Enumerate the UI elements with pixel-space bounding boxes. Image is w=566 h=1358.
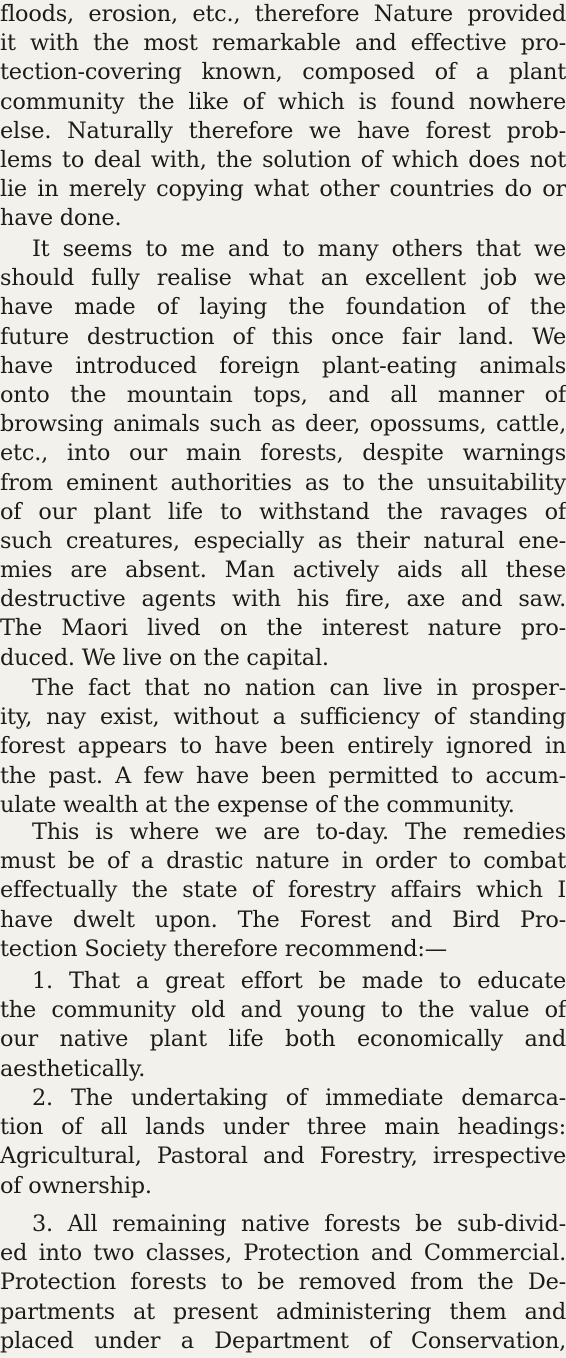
text-line: duced. We live on the capital. (0, 644, 329, 671)
text-line: have made of laying the foundation of the (0, 294, 566, 321)
text-line: community the like of which is found nowhere (0, 88, 566, 115)
text-line: mies are absent. Man actively aids all these (0, 557, 566, 584)
recommendation-2 (0, 1084, 566, 1201)
text-line: placed under a Department of Conservation, (0, 1327, 566, 1354)
text-line: of ownership. (0, 1172, 152, 1199)
text-line: etc., into our main forests, despite warnings (0, 440, 566, 467)
text-line: have dwelt upon. The Forest and Bird Pro- (0, 906, 566, 933)
text-line: future destruction of this once fair land. We (0, 323, 566, 350)
text-line: tection-covering known, composed of a plant (0, 59, 566, 86)
text-line: lems to deal with, the solution of which does not (0, 146, 566, 173)
paragraph-forest-problems (0, 0, 566, 234)
text-line: ed into two classes, Protection and Commercial. (0, 1240, 566, 1267)
text-line: Agricultural, Pastoral and Forestry, irrespective (0, 1143, 566, 1170)
text-line: forest appears to have been entirely ignored in (0, 733, 566, 760)
text-line: ulate wealth at the expense of the community. (0, 791, 515, 818)
text-line: effectually the state of forestry affairs which I (0, 877, 566, 904)
text-line: The Maori lived on the interest nature pro- (0, 615, 566, 642)
text-line: lie in merely copying what other countries do or (0, 176, 566, 203)
recommendation-1 (0, 967, 566, 1084)
text-line: It seems to me and to many others that we (32, 236, 566, 262)
text-line: destructive agents with his fire, axe and saw. (0, 586, 566, 613)
text-line: Protection forests to be removed from the De- (0, 1269, 566, 1296)
text-line: browsing animals such as deer, opossums, cattle, (0, 411, 566, 438)
text-line: 2. The undertaking of immediate demarca- (32, 1085, 566, 1111)
text-line: else. Naturally therefore we have forest prob- (0, 117, 566, 144)
text-line: from eminent authorities as to the unsuitability (0, 469, 566, 496)
text-line: onto the mountain tops, and all manner of (0, 381, 566, 408)
text-line: such creatures, especially as their natural ene- (0, 527, 566, 554)
text-line: the community old and young to the value of (0, 997, 566, 1024)
text-line: have introduced foreign plant-eating animals (0, 352, 566, 379)
paragraph-destruction (0, 235, 566, 673)
text-line: The fact that no nation can live in prosper- (32, 675, 566, 701)
text-line: 1. That a great effort be made to educate (32, 968, 566, 994)
text-line: tion of all lands under three main headings: (0, 1114, 566, 1141)
text-line: aesthetically. (0, 1055, 146, 1082)
text-line: This is where we are to-day. The remedies (32, 819, 566, 845)
text-line: 3. All remaining native forests be sub-divid- (32, 1211, 566, 1237)
text-line: of our plant life to withstand the ravages of (0, 498, 566, 525)
text-line: the past. A few have been permitted to accum- (0, 762, 566, 789)
paragraph-standing-forest (0, 674, 566, 820)
text-line: partments at present administering them and (0, 1298, 566, 1325)
text-line: ity, nay exist, without a sufficiency of standing (0, 704, 566, 731)
text-line: must be of a drastic nature in order to combat (0, 848, 566, 875)
text-line: tection Society therefore recommend:— (0, 935, 447, 962)
text-line: our native plant life both economically and (0, 1026, 566, 1053)
text-line: should fully realise what an excellent job we (0, 265, 566, 292)
recommendation-3 (0, 1210, 566, 1356)
text-line: floods, erosion, etc., therefore Nature provided (0, 1, 566, 27)
text-line: it with the most remarkable and effective pro- (0, 30, 566, 57)
paragraph-remedies (0, 818, 566, 964)
text-line: have done. (0, 205, 122, 232)
